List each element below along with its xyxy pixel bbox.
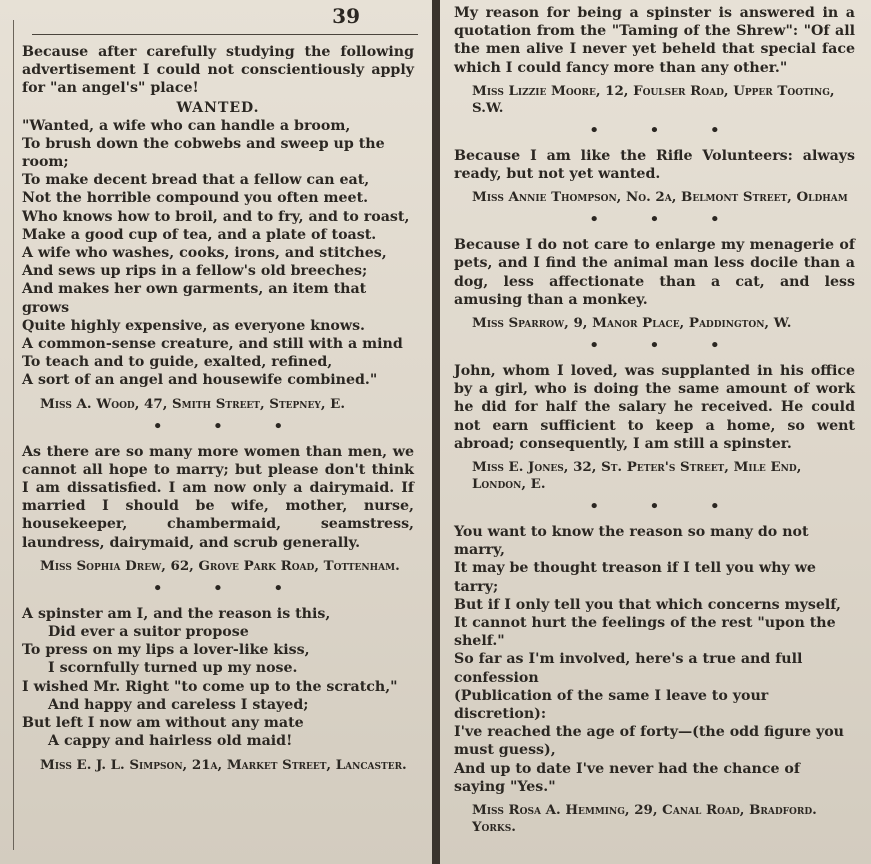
- signature: Miss E. Jones, 32, St. Peter's Street, Mile End, London, E.: [472, 459, 802, 493]
- verse-line: But left I now am without any mate: [22, 715, 304, 732]
- verse-line: So far as I'm involved, here's a true and full confession: [454, 651, 803, 686]
- separator-dots: • • •: [152, 415, 306, 437]
- verse-line: To make decent bread that a fellow can eat,: [22, 172, 370, 189]
- signature: Miss Sophia Drew, 62, Grove Park Road, Tottenham.: [40, 557, 400, 574]
- entry-text: My reason for being a spinster is answered in a quotation from the "Taming of the Shrew": "Of all the men alive I never yet beheld that special face which I could fancy more than any other.": [454, 5, 855, 76]
- separator-dots: • • •: [588, 335, 743, 357]
- page-gutter: [432, 0, 440, 864]
- entry-text: Because I do not care to enlarge my menagerie of pets, and I find the animal man less docile than a dog, less affectionate than a cat, and less amusing than a monkey.: [454, 237, 855, 308]
- verse-line: To brush down the cobwebs and sweep up the room;: [22, 135, 385, 171]
- verse-line: Not the horrible compound you often meet.: [22, 190, 369, 207]
- page-number: 39: [332, 4, 360, 28]
- separator-dots: • • •: [152, 577, 306, 599]
- column-rule: [13, 20, 14, 850]
- entry-text: Because I am like the Rifle Volunteers: always ready, but not yet wanted.: [454, 147, 855, 183]
- verse-line: A cappy and hairless old maid!: [48, 733, 293, 750]
- verse-line: And sews up rips in a fellow's old breeches;: [22, 263, 368, 280]
- verse-line: A common-sense creature, and still with a mind: [22, 336, 403, 353]
- signature: Miss Sparrow, 9, Manor Place, Paddington, W.: [472, 315, 792, 332]
- verse-line: I scornfully turned up my nose.: [48, 660, 298, 677]
- verse-line: And makes her own garments, an item that grows: [22, 281, 367, 316]
- verse-line: I've reached the age of forty—(the odd figure you must guess),: [454, 724, 844, 759]
- page-header: [32, 6, 418, 35]
- verse-line: Quite highly expensive, as everyone knows.: [22, 317, 365, 334]
- entry-text: As there are so many more women than men, we cannot all hope to marry; but please don't think I am dissatisfied. I am now only a dairymaid. If married I should be wife, mother, nurse, housekeeper, chambermaid, seamstress, laundress, dairymaid, and scrub generally.: [22, 443, 414, 551]
- verse-line: Make a good cup of tea, and a plate of toast.: [22, 226, 377, 243]
- signature: Miss Rosa A. Hemming, 29, Canal Road, Bradford. Yorks.: [472, 802, 817, 836]
- signature: Miss E. J. L. Simpson, 21a, Market Street, Lancaster.: [40, 756, 407, 773]
- separator-dots: • • •: [588, 496, 743, 518]
- verse-line: To teach and to guide, exalted, refined,: [22, 354, 333, 371]
- entry-intro: Because after carefully studying the following advertisement I could not conscientiously apply for "an angel's" place!: [22, 44, 414, 97]
- signature: Miss Lizzie Moore, 12, Foulser Road, Upper Tooting, S.W.: [472, 82, 835, 116]
- verse-line: I wished Mr. Right "to come up to the scratch,": [22, 678, 398, 695]
- verse-line: Who knows how to broil, and to fry, and to roast,: [22, 208, 410, 225]
- verse-line: And up to date I've never had the chance of saying "Yes.": [454, 760, 800, 795]
- verse-line: And happy and careless I stayed;: [48, 696, 309, 713]
- verse-line: A spinster am I, and the reason is this,: [22, 605, 331, 622]
- separator-dots: • • •: [588, 119, 743, 141]
- verse-line: A sort of an angel and housewife combined.": [22, 372, 378, 389]
- entry-heading: WANTED.: [176, 99, 260, 116]
- entry-text: John, whom I loved, was supplanted in his office by a girl, who is doing the same amount of work he did for half the salary he received. He could not earn sufficient to keep a home, so went abroad; consequently, I am still a spinster.: [454, 363, 855, 452]
- verse-line: It cannot hurt the feelings of the rest "upon the shelf.": [454, 615, 836, 650]
- separator-dots: • • •: [588, 209, 743, 231]
- signature: Miss Annie Thompson, No. 2a, Belmont Street, Oldham: [472, 189, 848, 206]
- right-page: [440, 0, 871, 864]
- verse-line: Did ever a suitor propose: [48, 624, 249, 641]
- verse-line: To press on my lips a lover-like kiss,: [22, 642, 310, 659]
- verse-line: A wife who washes, cooks, irons, and stitches,: [22, 245, 387, 262]
- verse-line: "Wanted, a wife who can handle a broom,: [22, 117, 351, 134]
- poem-wanted: [22, 117, 414, 390]
- left-page: [0, 0, 432, 864]
- verse-line: But if I only tell you that which concerns myself,: [454, 596, 841, 613]
- poem-reason: [454, 523, 855, 796]
- poem-spinster: [22, 605, 414, 751]
- signature: Miss A. Wood, 47, Smith Street, Stepney, E.: [40, 395, 346, 412]
- verse-line: It may be thought treason if I tell you why we tarry;: [454, 560, 816, 595]
- verse-line: (Publication of the same I leave to your discretion):: [454, 687, 769, 723]
- verse-line: You want to know the reason so many do not marry,: [454, 524, 809, 559]
